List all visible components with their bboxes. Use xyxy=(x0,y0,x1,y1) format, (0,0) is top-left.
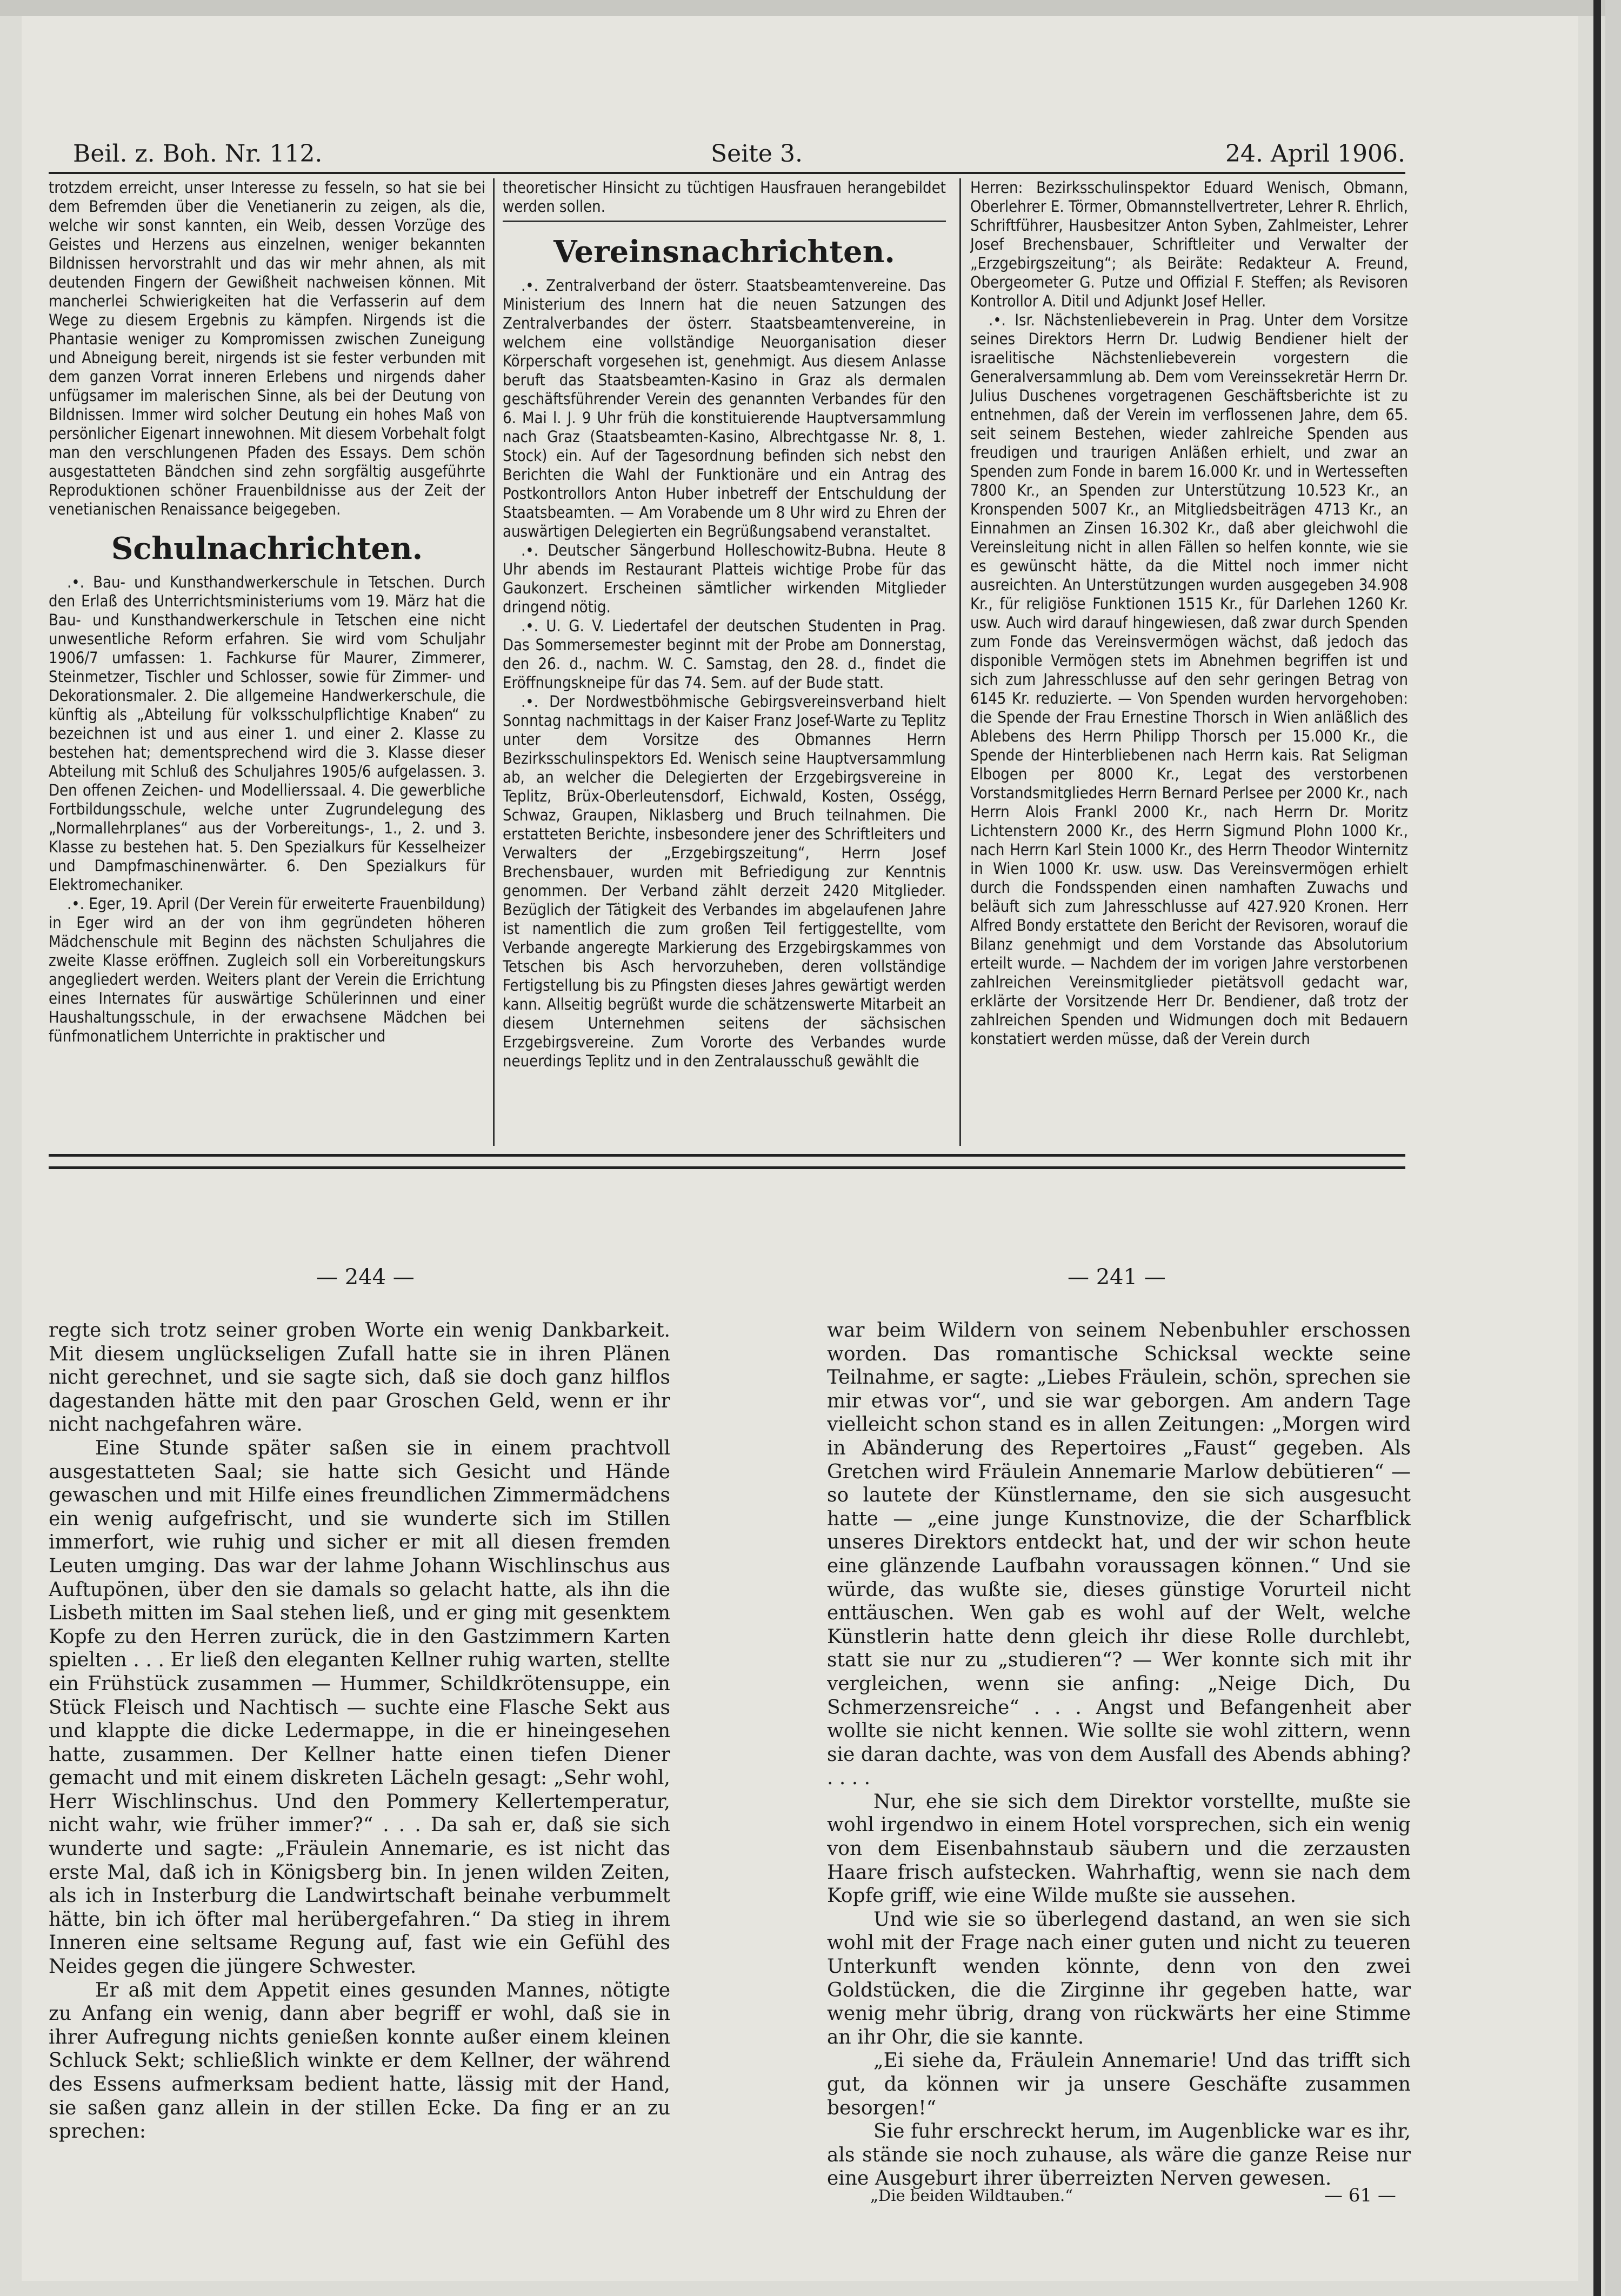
story-paragraph: Und wie sie so überlegend dastand, an wen sie sich wohl mit der Frage nach einer guten und nicht zu teueren Unterkunft wenden könnte, denn von den zwei Goldstücken, die die Zirginne ihr gegeben hatte, war wenig mehr übrig, drang von rückwärts her eine Stimme an ihr Ohr, die sie kannte. xyxy=(827,1908,1411,2048)
article-text: .•. Deutscher Sängerbund Holleschowitz-Bubna. Heute 8 Uhr abends im Restaurant Platteis wichtige Probe für das Gaukonzert. Erscheinen sämtlicher wirkenden Mitglieder dringend nötig. xyxy=(503,541,946,616)
story-footnote-number: — 61 — xyxy=(1324,2185,1396,2206)
article-text: .•. Isr. Nächstenliebeverein in Prag. Unter dem Vorsitze seines Direktors Herrn Dr. Ludwig Bendiener hielt der israelitische Nächstenliebeverein vorgestern die Generalversammlung ab. Dem vom Vereinssekretär Herrn Dr. Julius Duschenes vorgetragenen Geschäftsberichte ist zu entnehmen, daß der Verein im verflossenen Jahre, dem 65. seit seinem Bestehen, wieder zahlreiche Spenden aus freudigen und traurigen Anläßen erhielt, und zwar an Spenden zum Fonde in barem 16.000 Kr. und in Wertesseften 7800 Kr., an Spenden zur Unterstützung 10.523 Kr., an Kronspenden 5007 Kr., an Mitgliedsbeiträgen 4713 Kr., an Einnahmen an Zinsen 16.302 Kr., daß aber gleichwohl die Vereinsleitung nicht in allen Fällen so helfen konnte, wie sie es gewünscht hätte, da die Mittel noch immer nicht ausreichten. An Unterstützungen wurden ausgegeben 34.908 Kr., für religiöse Funktionen 1515 Kr., für Darlehen 1260 Kr. usw. Auch wird darauf hingewiesen, daß zwar durch Spenden zum Fonde das Vereinsvermögen wächst, daß jedoch das disponible Vermögen stets im Abnehmen begriffen ist und sich zum Jahresschlusse auf den sehr geringen Betrag von 6145 Kr. reduzierte. — Von Spenden wurden hervorgehoben: die Spende der Frau Ernestine Thorsch in Wien anläßlich des Ablebens des Herrn Philipp Thorsch per 15.000 Kr., die Spende der Hinterbliebenen nach Herrn kais. Rat Seligman Elbogen per 8000 Kr., Legat des verstorbenen Vorstandsmitgliedes Herrn Bernard Perlsee per 2000 Kr., nach Herrn Alois Frankl 2000 Kr., nach Herrn Dr. Moritz Lichtenstern 2000 Kr., des Herrn Sigmund Plohn 1000 Kr., nach Herrn Karl Stein 1000 Kr., des Herrn Theodor Winternitz in Wien 1000 Kr. usw. usw. Das Vereinsvermögen erhielt durch die Fondsspenden einen namhaften Zuwachs und beläuft sich zum Jahresschlusse auf 427.920 Kronen. Herr Alfred Bondy erstattete den Bericht der Revisoren, worauf die Bilanz genehmigt und dem Vorstande das Absolutorium erteilt wurde. — Nachdem der im vorigen Jahre verstorbenen zahlreichen Vereinsmitglieder pietätsvoll gedacht war, erklärte der Vorsitzende Herr Dr. Bendiener, daß trotz der zahlreichen Spenden und Widmungen doch mit Bedauern konstatiert werden müsse, daß der Verein durch xyxy=(970,311,1408,1048)
story-column-right xyxy=(827,1319,1411,2194)
header-date: 24. April 1906. xyxy=(1225,140,1405,168)
section-heading-vereinsnachrichten: Vereinsnachrichten. xyxy=(553,234,895,270)
article-text: .•. Bau- und Kunsthandwerkerschule in Tetschen. Durch den Erlaß des Unterrichtsministeriums vom 19. März hat die Bau- und Kunsthandwerkerschule in Tetschen eine nicht unwesentliche Reform erfahren. Sie wird vom Schuljahr 1906/7 umfassen: 1. Fachkurse für Maurer, Zimmerer, Steinmetzer, Tischler und Schlosser, sowie für Zimmer- und Dekorationsmaler. 2. Die allgemeine Handwerkerschule, die künftig als „Abteilung für volksschulpflichtige Knaben“ zu bezeichnen ist und aus einer 1. und einer 2. Klasse zu bestehen hat; dementsprechend wird die 3. Klasse dieser Abteilung mit Schluß des Schuljahres 1905/6 aufgelassen. 3. Den offenen Zeichen- und Modellierssaal. 4. Die gewerbliche Fortbildungsschule, welche unter Zugrundelegung des „Normallehrplanes“ aus der Vorbereitungs-, 1., 2. und 3. Klasse zu bestehen hat. 5. Den Spezialkurs für Kesselheizer und Dampfmaschinenwärter. 6. Den Spezialkurs für Elektromechaniker. xyxy=(49,573,485,894)
article-text: .•. Der Nordwestböhmische Gebirgsvereinsverband hielt Sonntag nachmittags in der Kaiser Franz Josef-Warte zu Teplitz unter dem Vorsitze des Obmannes Herrn Bezirksschulinspektors Ed. Wenisch seine Hauptversammlung ab, an welcher die Delegierten der Erzgebirgsvereine in Teplitz, Brüx-Oberleutensdorf, Eichwald, Kosten, Osségg, Schwaz, Graupen, Niklasberg und Bruch teilnahmen. Die erstatteten Berichte, insbesondere jener des Schriftleiters und Verwalters der „Erzgebirgszeitung“, Herrn Josef Brechensbauer, wurden mit Befriedigung zur Kenntnis genommen. Der Verband zählt derzeit 2420 Mitglieder. Bezüglich der Tätigkeit des Verbandes im abgelaufenen Jahre ist namentlich die zum großen Teil fertiggestellte, vom Verbande angeregte Markierung des Erzgebirgskammes von Tetschen bis Asch hervorzuheben, deren vollständige Fertigstellung bis zu Pfingsten dieses Jahres gewärtigt werden kann. Allseitig begrüßt wurde die schätzenswerte Mitarbeit an diesem Unternehmen seitens der sächsischen Erzgebirgsvereine. Zum Vororte des Verbandes wurde neuerdings Teplitz und in den Zentralausschuß gewählt die xyxy=(503,692,946,1070)
story-footnote: „Die beiden Wildtauben.“ xyxy=(870,2186,1073,2205)
story-paragraph: Nur, ehe sie sich dem Direktor vorstellte, mußte sie wohl irgendwo in einem Hotel vorsprechen, sich ein wenig von dem Eisenbahnstaub säubern und die zerzausten Haare frisch aufstecken. Wahrhaftig, wenn sie nach dem Kopfe griff, wie eine Wilde mußte sie aussehen. xyxy=(827,1790,1411,1907)
section-heading-schulnachrichten: Schulnachrichten. xyxy=(111,531,423,566)
scan-top-margin xyxy=(0,0,1621,16)
column-divider xyxy=(959,178,961,1146)
article-text: Herren: Bezirksschulinspektor Eduard Wenisch, Obmann, Oberlehrer E. Törmer, Obmannstellvertreter, Lehrer R. Ehrlich, Schriftführer, Hausbesitzer Anton Syben, Zahlmeister, Lehrer Josef Brechensbauer, Schriftleiter und Verwalter der „Erzgebirgszeitung“; als Beiräte: Redakteur A. Freund, Obergeometer G. Putze und Offizial F. Steffen; als Revisoren Kontrollor A. Ditil und Adjunkt Josef Heller. xyxy=(970,178,1408,310)
header-rule xyxy=(49,172,1405,174)
article-text: trotzdem erreicht, unser Interesse zu fesseln, so hat sie bei dem Befremden über die Venetianerin zu zeigen, als die, welche wir sonst kannten, ein Weib, dessen Vorzüge des Geistes und Herzens aus einzelnen, weniger bekannten Bildnissen hervorstrahlt und das wir mehr ahnen, als mit deutenden Fingern der Gewißheit nachweisen können. Mit mancherlei Schwierigkeiten hat die Verfasserin auf dem Wege zu diesem Ergebnis zu kämpfen. Nirgends ist die Phantasie weniger zu Kompromissen zwischen Zuneigung und Abneigung bereit, nirgends ist sie fester verbunden mit dem ganzen Vorrat inneren Erlebens und nirgends daher unfügsamer im malerischen Sinne, als bei der Deutung von Bildnissen. Immer wird solcher Deutung ein hohes Maß von persönlicher Eigenart innewohnen. Mit diesem Vorbehalt folgt man den verschlungenen Pfaden des Essays. Dem schön ausgestatteten Bändchen sind zehn sorgfältig ausgeführte Reproduktionen schöner Frauenbildnisse aus der Zeit der venetianischen Renaissance beigegeben. xyxy=(49,178,485,518)
header-page: Seite 3. xyxy=(711,140,803,168)
column-1 xyxy=(49,178,485,1138)
scan-edge-shadow xyxy=(1593,0,1601,2296)
story-page-number-right: — 241 — xyxy=(1068,1265,1166,1290)
feuilleton-divider xyxy=(49,1154,1405,1169)
story-paragraph: „Ei siehe da, Fräulein Annemarie! Und das trifft sich gut, da können wir ja unsere Geschäfte zusammen besorgen!“ xyxy=(827,2050,1411,2119)
story-paragraph: regte sich trotz seiner groben Worte ein wenig Dankbarkeit. Mit diesem unglückseligen Zufall hatte sie in ihren Plänen nicht gerechnet, und sie sagte sich, daß sie doch ganz hilflos dagestanden hätte mit den paar Groschen Geld, wenn er ihr nicht nachgefahren wäre. xyxy=(49,1319,670,1436)
article-text: .•. U. G. V. Liedertafel der deutschen Studenten in Prag. Das Sommersemester beginnt mit der Probe am Donnerstag, den 26. d., nachm. W. C. Samstag, den 28. d., findet die Eröffnungskneipe für das 74. Sem. auf der Bude statt. xyxy=(503,617,946,692)
article-text: theoretischer Hinsicht zu tüchtigen Hausfrauen herangebildet werden sollen. xyxy=(503,178,946,216)
header-issue: Beil. z. Boh. Nr. 112. xyxy=(73,140,323,168)
story-paragraph: Er aß mit dem Appetit eines gesunden Mannes, nötigte zu Anfang ein wenig, dann aber begriff er wohl, daß sie in ihrer Aufregung nichts genießen konnte außer einem kleinen Schluck Sekt; schließlich winkte er dem Kellner, der während des Essens aufmerksam bedient hatte, lässig mit der Hand, sie saßen ganz allein in der stillen Ecke. Da fing er an zu sprechen: xyxy=(49,1979,670,2143)
story-paragraph: Sie fuhr erschreckt herum, im Augenblicke war es ihr, als stände sie noch zuhause, als wäre die ganze Reise nur eine Ausgeburt ihrer überreizten Nerven gewesen. xyxy=(827,2120,1411,2190)
story-page-number-left: — 244 — xyxy=(316,1265,415,1290)
article-text: .•. Zentralverband der österr. Staatsbeamtenvereine. Das Ministerium des Innern hat die neuen Satzungen des Zentralverbandes der österr. Staatsbeamtenvereine, in welchem eine vollständige Neuorganisation dieser Körperschaft vorgesehen ist, genehmigt. Aus diesem Anlasse beruft das Staatsbeamten-Kasino in Graz als dermalen geschäftsführender Verein des genannten Verbandes für den 6. Mai l. J. 9 Uhr früh die konstituierende Hauptversammlung nach Graz (Staatsbeamten-Kasino, Albrechtgasse Nr. 8, 1. Stock) ein. Auf der Tagesordnung befinden sich nebst den Berichten die Wahl der Funktionäre und ein Antrag des Postkontrollors Anton Huber inbetreff der Entschuldung der Staatsbeamten. — Am Vorabende um 8 Uhr wird zu Ehren der auswärtigen Delegierten ein Begrüßungsabend veranstaltet. xyxy=(503,276,946,540)
scan-edge-margin xyxy=(1605,0,1621,2296)
story-column-left xyxy=(49,1319,670,2178)
divider xyxy=(503,221,946,222)
story-paragraph: Eine Stunde später saßen sie in einem prachtvoll ausgestatteten Saal; sie hatte sich Gesicht und Hände gewaschen und mit Hilfe eines freundlichen Zimmermädchens ein wenig aufgefrischt, und sie wunderte sich im Stillen immerfort, wie ruhig und sicher er mit all diesen fremden Leuten umging. Das war der lahme Johann Wischlinschus aus Auftupönen, über den sie damals so gelacht hatte, als ihn die Lisbeth mitten im Saal stehen ließ, und er ging mit gesenktem Kopfe zu den Herren zurück, die in den Gastzimmern Karten spielten . . . Er ließ den eleganten Kellner ruhig warten, stellte ein Frühstück zusammen — Hummer, Schildkrötensuppe, ein Stück Fleisch und Nachtisch — suchte eine Flasche Sekt aus und klappte die dicke Ledermappe, in die er hineingesehen hatte, zusammen. Der Kellner hatte einen tiefen Diener gemacht und mit einem diskreten Lächeln gesagt: „Sehr wohl, Herr Wischlinschus. Und den Pommery Kellertemperatur, nicht wahr, wie früher immer?“ . . . Da sah er, daß sie sich wunderte und sagte: „Fräulein Annemarie, es ist nicht das erste Mal, daß ich in Königsberg bin. In jenen wilden Zeiten, als ich in Insterburg die Landwirtschaft beinahe verbummelt hätte, bin ich öfter mal herübergefahren.“ Da stieg in ihrem Inneren eine seltsame Regung auf, fast wie ein Gefühl des Neides gegen die jüngere Schwester. xyxy=(49,1437,670,1978)
article-text: .•. Eger, 19. April (Der Verein für erweiterte Frauenbildung) in Eger wird an der von ihm gegründeten höheren Mädchenschule mit Beginn des nächsten Schuljahres die zweite Klasse eröffnen. Zugleich soll ein Vorbereitungskurs angegliedert werden. Weiters plant der Verein die Errichtung eines Internates für auswärtige Schülerinnen und einer Haushaltungsschule, in der erwachsene Mädchen bei fünfmonatlichem Unterrichte in praktischer und xyxy=(49,895,485,1045)
page-header xyxy=(49,135,1405,173)
story-paragraph: war beim Wildern von seinem Nebenbuhler erschossen worden. Das romantische Schicksal weckte seine Teilnahme, er sagte: „Liebes Fräulein, schön, sprechen sie mir etwas vor“, und sie war geborgen. Am andern Tage vielleicht schon stand es in allen Zeitungen: „Morgen wird in Abänderung des Repertoires „Faust“ gegeben. Als Gretchen wird Fräulein Annemarie Marlow debütieren“ — so lautete der Künstlername, den sie sich ausgesucht hatte — „eine junge Kunstnovize, die der Scharfblick unseres Direktors entdeckt hat, und der wir schon heute eine glänzende Laufbahn voraussagen können.“ Und sie würde, das wußte sie, dieses günstige Vorurteil nicht enttäuschen. Wen gab es wohl auf der Welt, welche Künstlerin hatte denn gleich ihr diese Rolle durchlebt, statt sie nur zu „studieren“? — Wer konnte sich mit ihr vergleichen, wenn sie anfing: „Neige Dich, Du Schmerzensreiche“ . . . Angst und Befangenheit aber wollte sie nicht kennen. Wie sollte sie wohl zittern, wenn sie daran dachte, was von dem Ausfall des Abends abhing? . . . . xyxy=(827,1319,1411,1790)
column-2 xyxy=(503,178,946,1138)
column-3 xyxy=(970,178,1408,1138)
column-divider xyxy=(493,178,495,1146)
